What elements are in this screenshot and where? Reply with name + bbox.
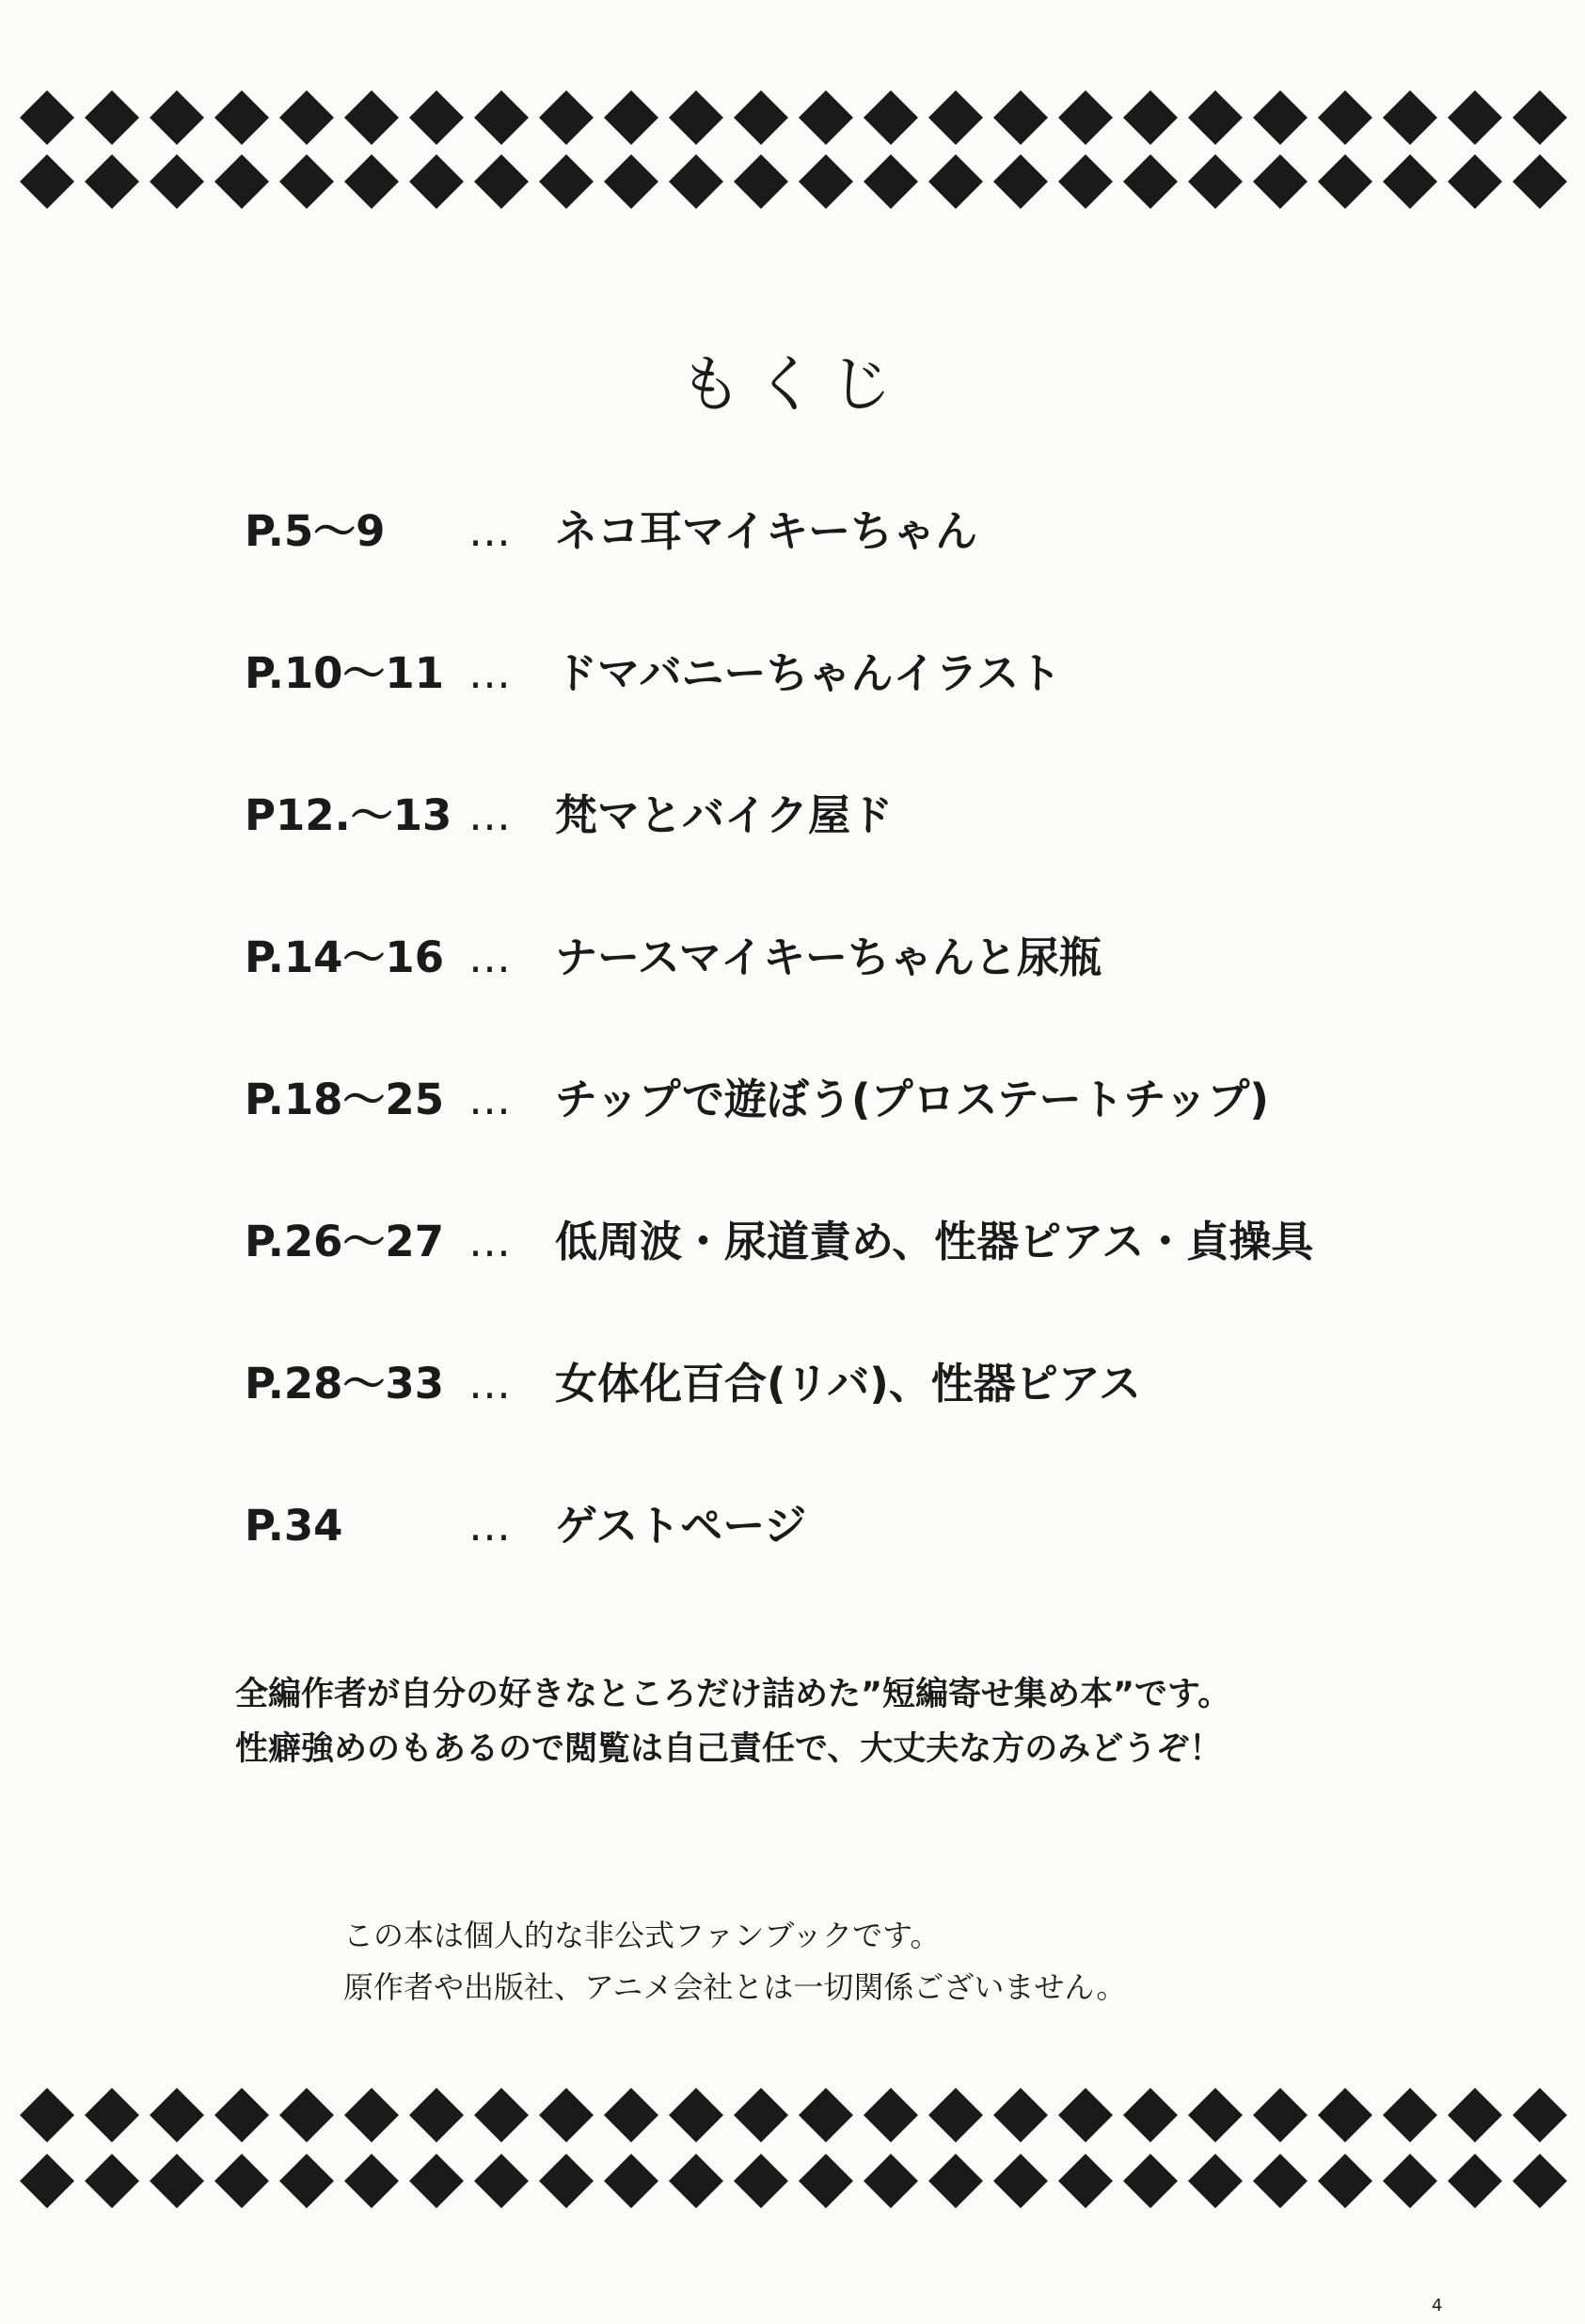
toc-entry bbox=[245, 1351, 1467, 1493]
diamond-ornament bbox=[993, 2088, 1048, 2142]
diamond-ornament bbox=[928, 90, 983, 145]
diamond-ornament bbox=[928, 2088, 983, 2142]
diamond-ornament bbox=[799, 2154, 853, 2208]
diamond-ornament bbox=[214, 2088, 269, 2142]
toc-entry bbox=[245, 1209, 1467, 1351]
diamond-ornament bbox=[1188, 90, 1243, 145]
diamond-ornament bbox=[864, 90, 918, 145]
diamond-ornament bbox=[1058, 2154, 1113, 2208]
diamond-ornament bbox=[20, 154, 74, 209]
diamond-ornament bbox=[669, 90, 723, 145]
diamond-ornament bbox=[1188, 2088, 1243, 2142]
diamond-ornament bbox=[20, 90, 74, 145]
diamond-ornament bbox=[409, 154, 464, 209]
diamond-ornament bbox=[993, 2154, 1048, 2208]
diamond-ornament bbox=[669, 2088, 723, 2142]
toc-page-range: P.10～11 bbox=[245, 648, 445, 698]
diamond-ornament bbox=[1123, 2088, 1178, 2142]
diamond-ornament bbox=[864, 2154, 918, 2208]
diamond-ornament bbox=[85, 2088, 139, 2142]
diamond-ornament bbox=[409, 90, 464, 145]
diamond-ornament bbox=[1448, 2088, 1502, 2142]
page-title: もくじ bbox=[679, 348, 906, 421]
page-number: 4 bbox=[1432, 2296, 1443, 2316]
diamond-ornament bbox=[150, 90, 204, 145]
toc-ellipsis: … bbox=[468, 1074, 511, 1124]
diamond-ornament bbox=[1123, 154, 1178, 209]
diamond-ornament bbox=[799, 154, 853, 209]
toc-page-range: P.18～25 bbox=[245, 1074, 445, 1124]
diamond-ornament bbox=[1058, 2088, 1113, 2142]
diamond-ornament bbox=[604, 90, 658, 145]
diamond-ornament bbox=[1318, 154, 1372, 209]
diamond-ornament bbox=[1058, 90, 1113, 145]
diamond-ornament bbox=[1188, 2154, 1243, 2208]
toc-title: 梵マとバイク屋ド bbox=[555, 790, 894, 840]
fanbook-disclaimer bbox=[343, 1910, 1472, 2014]
toc-ellipsis: … bbox=[468, 506, 511, 556]
diamond-ornament bbox=[1058, 154, 1113, 209]
diamond-ornament bbox=[150, 154, 204, 209]
toc-title: チップで遊ぼう(プロステートチップ) bbox=[555, 1074, 1269, 1124]
diamond-ornament bbox=[799, 2088, 853, 2142]
diamond-ornament bbox=[1448, 2154, 1502, 2208]
diamond-ornament bbox=[604, 154, 658, 209]
toc-title: ゲストページ bbox=[555, 1501, 807, 1551]
diamond-ornament bbox=[20, 2088, 74, 2142]
diamond-ornament bbox=[604, 2154, 658, 2208]
diamond-ornament bbox=[279, 90, 334, 145]
toc-entry bbox=[245, 925, 1467, 1067]
diamond-ornament bbox=[150, 2088, 204, 2142]
diamond-ornament bbox=[669, 2154, 723, 2208]
diamond-ornament bbox=[1188, 154, 1243, 209]
toc-title: ナースマイキーちゃんと尿瓶 bbox=[555, 932, 1102, 982]
diamond-ornament bbox=[1253, 2088, 1308, 2142]
diamond-ornament bbox=[1513, 2088, 1567, 2142]
diamond-ornament bbox=[344, 90, 399, 145]
diamond-ornament bbox=[344, 2154, 399, 2208]
diamond-ornament bbox=[279, 2154, 334, 2208]
diamond-ornament bbox=[85, 154, 139, 209]
diamond-ornament bbox=[279, 2088, 334, 2142]
top-diamond-border-row-2 bbox=[0, 153, 1585, 210]
diamond-ornament bbox=[799, 90, 853, 145]
diamond-ornament bbox=[864, 2088, 918, 2142]
diamond-ornament bbox=[1318, 90, 1372, 145]
toc-page-range: P.5～9 bbox=[245, 506, 386, 556]
diamond-ornament bbox=[474, 2154, 529, 2208]
diamond-ornament bbox=[864, 154, 918, 209]
diamond-ornament bbox=[1253, 154, 1308, 209]
diamond-ornament bbox=[539, 154, 594, 209]
toc-ellipsis: … bbox=[468, 1501, 511, 1551]
diamond-ornament bbox=[669, 154, 723, 209]
diamond-ornament bbox=[1383, 2088, 1437, 2142]
toc-page-range: P.26～27 bbox=[245, 1217, 445, 1266]
toc-entry bbox=[245, 1493, 1467, 1635]
toc-page-range: P12.～13 bbox=[245, 790, 452, 840]
diamond-ornament bbox=[1383, 90, 1437, 145]
toc-ellipsis: … bbox=[468, 1359, 511, 1409]
toc-ellipsis: … bbox=[468, 1217, 511, 1266]
diamond-ornament bbox=[344, 154, 399, 209]
diamond-ornament bbox=[344, 2088, 399, 2142]
diamond-ornament bbox=[214, 154, 269, 209]
diamond-ornament bbox=[928, 154, 983, 209]
diamond-ornament bbox=[474, 90, 529, 145]
toc-title: ネコ耳マイキーちゃん bbox=[555, 506, 978, 556]
diamond-ornament bbox=[1383, 2154, 1437, 2208]
disclaimer-line: 原作者や出版社、アニメ会社とは一切関係ございません。 bbox=[343, 1969, 1127, 2005]
diamond-ornament bbox=[474, 154, 529, 209]
content-note bbox=[235, 1667, 1458, 1776]
diamond-ornament bbox=[1383, 154, 1437, 209]
bottom-diamond-border-row-2 bbox=[0, 2153, 1585, 2209]
toc-entry bbox=[245, 641, 1467, 783]
bottom-diamond-border-row-1 bbox=[0, 2087, 1585, 2143]
toc-page-range: P.28～33 bbox=[245, 1359, 445, 1409]
diamond-ornament bbox=[928, 2154, 983, 2208]
diamond-ornament bbox=[1513, 90, 1567, 145]
diamond-ornament bbox=[1318, 2088, 1372, 2142]
diamond-ornament bbox=[734, 154, 788, 209]
diamond-ornament bbox=[734, 2154, 788, 2208]
diamond-ornament bbox=[409, 2088, 464, 2142]
toc-title: 低周波・尿道責め、性器ピアス・貞操具 bbox=[555, 1217, 1314, 1266]
note-line: 性癖強めのもあるので閲覧は自己責任で、大丈夫な方のみどうぞ！ bbox=[235, 1730, 1223, 1768]
toc-entry bbox=[245, 1067, 1467, 1209]
diamond-ornament bbox=[993, 90, 1048, 145]
toc-page-range: P.34 bbox=[245, 1501, 343, 1551]
toc-entry bbox=[245, 783, 1467, 925]
toc-title: 女体化百合(リバ)、性器ピアス bbox=[555, 1359, 1141, 1409]
diamond-ornament bbox=[1513, 154, 1567, 209]
diamond-ornament bbox=[85, 90, 139, 145]
diamond-ornament bbox=[539, 2088, 594, 2142]
diamond-ornament bbox=[539, 2154, 594, 2208]
diamond-ornament bbox=[20, 2154, 74, 2208]
diamond-ornament bbox=[734, 2088, 788, 2142]
diamond-ornament bbox=[539, 90, 594, 145]
top-diamond-border-row-1 bbox=[0, 89, 1585, 146]
toc-ellipsis: … bbox=[468, 648, 511, 698]
disclaimer-line: この本は個人的な非公式ファンブックです。 bbox=[343, 1918, 941, 1953]
diamond-ornament bbox=[734, 90, 788, 145]
toc-ellipsis: … bbox=[468, 932, 511, 982]
diamond-ornament bbox=[1513, 2154, 1567, 2208]
note-line: 全編作者が自分の好きなところだけ詰めた”短編寄せ集め本”です。 bbox=[235, 1676, 1231, 1713]
diamond-ornament bbox=[85, 2154, 139, 2208]
toc-entry bbox=[245, 499, 1467, 641]
diamond-ornament bbox=[150, 2154, 204, 2208]
diamond-ornament bbox=[1123, 2154, 1178, 2208]
diamond-ornament bbox=[1123, 90, 1178, 145]
toc-ellipsis: … bbox=[468, 790, 511, 840]
diamond-ornament bbox=[214, 2154, 269, 2208]
diamond-ornament bbox=[993, 154, 1048, 209]
diamond-ornament bbox=[1448, 90, 1502, 145]
toc-title: ドマバニーちゃんイラスト bbox=[555, 648, 1062, 698]
table-of-contents bbox=[245, 499, 1467, 1635]
diamond-ornament bbox=[1448, 154, 1502, 209]
diamond-ornament bbox=[409, 2154, 464, 2208]
diamond-ornament bbox=[1253, 2154, 1308, 2208]
diamond-ornament bbox=[604, 2088, 658, 2142]
diamond-ornament bbox=[214, 90, 269, 145]
diamond-ornament bbox=[1318, 2154, 1372, 2208]
diamond-ornament bbox=[474, 2088, 529, 2142]
toc-page-range: P.14～16 bbox=[245, 932, 445, 982]
diamond-ornament bbox=[1253, 90, 1308, 145]
diamond-ornament bbox=[279, 154, 334, 209]
